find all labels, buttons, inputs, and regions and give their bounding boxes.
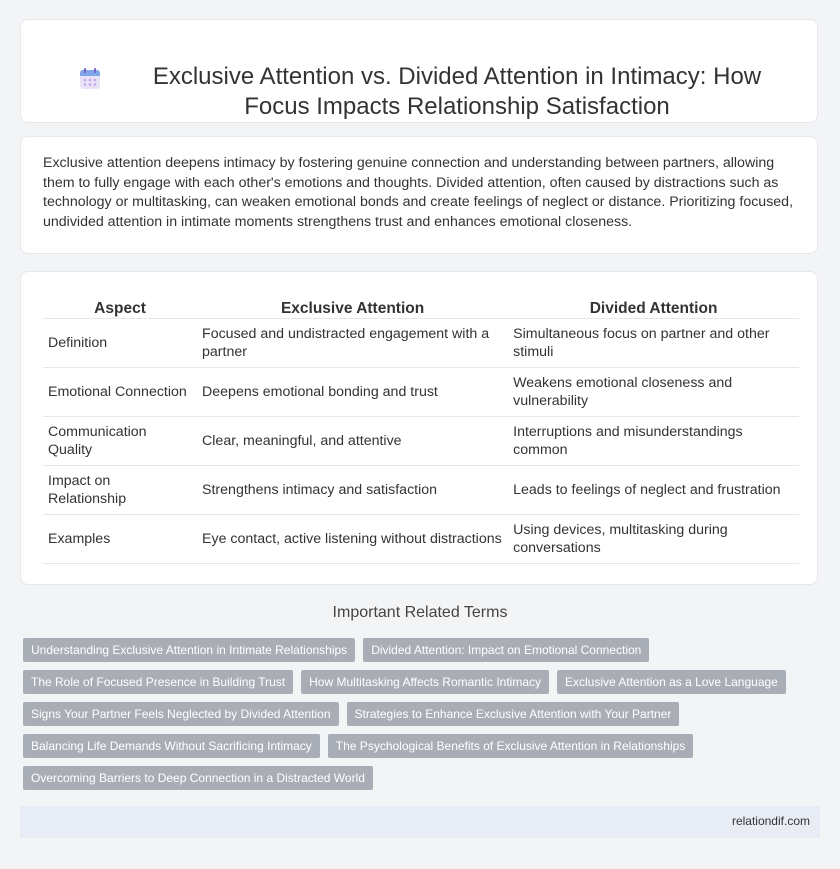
- column-header-divided: Divided Attention: [508, 296, 799, 319]
- table-row: [43, 368, 799, 417]
- table-cell-divided: Simultaneous focus on partner and other stimuli: [508, 319, 799, 368]
- related-term-tag[interactable]: Overcoming Barriers to Deep Connection in a Distracted World: [23, 766, 373, 790]
- table-cell-aspect: Definition: [43, 319, 197, 368]
- related-terms-heading: Important Related Terms: [332, 604, 508, 621]
- table-row: [43, 466, 799, 515]
- footer-site-name[interactable]: relationdif.com: [731, 814, 810, 828]
- page-title: Exclusive Attention vs. Divided Attention in Intimacy: How Focus Impacts Relationship Satisfaction: [152, 63, 762, 120]
- table-cell-divided: Using devices, multitasking during conversations: [508, 515, 799, 564]
- related-term-tag[interactable]: Understanding Exclusive Attention in Intimate Relationships: [23, 638, 355, 662]
- table-cell-divided: Weakens emotional closeness and vulnerability: [508, 368, 799, 417]
- related-term-tag[interactable]: Exclusive Attention as a Love Language: [557, 670, 786, 694]
- table-row: [43, 417, 799, 466]
- table-cell-divided: Interruptions and misunderstandings common: [508, 417, 799, 466]
- comparison-card: [20, 271, 818, 585]
- table-cell-exclusive: Deepens emotional bonding and trust: [197, 368, 508, 417]
- table-cell-exclusive: Clear, meaningful, and attentive: [197, 417, 508, 466]
- table-row: [43, 515, 799, 564]
- table-cell-aspect: Examples: [43, 515, 197, 564]
- column-header-aspect: Aspect: [43, 296, 197, 319]
- related-term-tag[interactable]: Balancing Life Demands Without Sacrificing Intimacy: [23, 734, 320, 758]
- footer: [20, 806, 820, 838]
- intro-card: [20, 136, 818, 254]
- table-cell-exclusive: Strengthens intimacy and satisfaction: [197, 466, 508, 515]
- table-row: [43, 319, 799, 368]
- table-cell-divided: Leads to feelings of neglect and frustration: [508, 466, 799, 515]
- table-cell-exclusive: Focused and undistracted engagement with a partner: [197, 319, 508, 368]
- related-term-tag[interactable]: Strategies to Enhance Exclusive Attention with Your Partner: [347, 702, 680, 726]
- related-term-tag[interactable]: Divided Attention: Impact on Emotional Connection: [363, 638, 649, 662]
- table-cell-aspect: Communication Quality: [43, 417, 197, 466]
- title-card: [20, 19, 818, 123]
- related-term-tag[interactable]: Signs Your Partner Feels Neglected by Divided Attention: [23, 702, 339, 726]
- intro-paragraph: Exclusive attention deepens intimacy by fostering genuine connection and understanding between partners, allowing them to fully engage with each other's emotions and thoughts. Divided attention, often caused by distractions such as technology or multitasking, can weaken emotional bonds and create feelings of neglect or distance. Prioritizing focused, undivided attention in intimate moments strengthens trust and enhances emotional closeness.: [43, 155, 794, 230]
- table-cell-aspect: Impact on Relationship: [43, 466, 197, 515]
- comparison-table: [43, 296, 799, 564]
- related-term-tag[interactable]: How Multitasking Affects Romantic Intimacy: [301, 670, 549, 694]
- table-cell-aspect: Emotional Connection: [43, 368, 197, 417]
- calendar-icon: [79, 68, 101, 90]
- related-term-tag[interactable]: The Role of Focused Presence in Building Trust: [23, 670, 293, 694]
- related-terms-list: [23, 638, 813, 790]
- table-cell-exclusive: Eye contact, active listening without distractions: [197, 515, 508, 564]
- related-term-tag[interactable]: The Psychological Benefits of Exclusive Attention in Relationships: [328, 734, 694, 758]
- table-header-row: [43, 296, 799, 319]
- column-header-exclusive: Exclusive Attention: [197, 296, 508, 319]
